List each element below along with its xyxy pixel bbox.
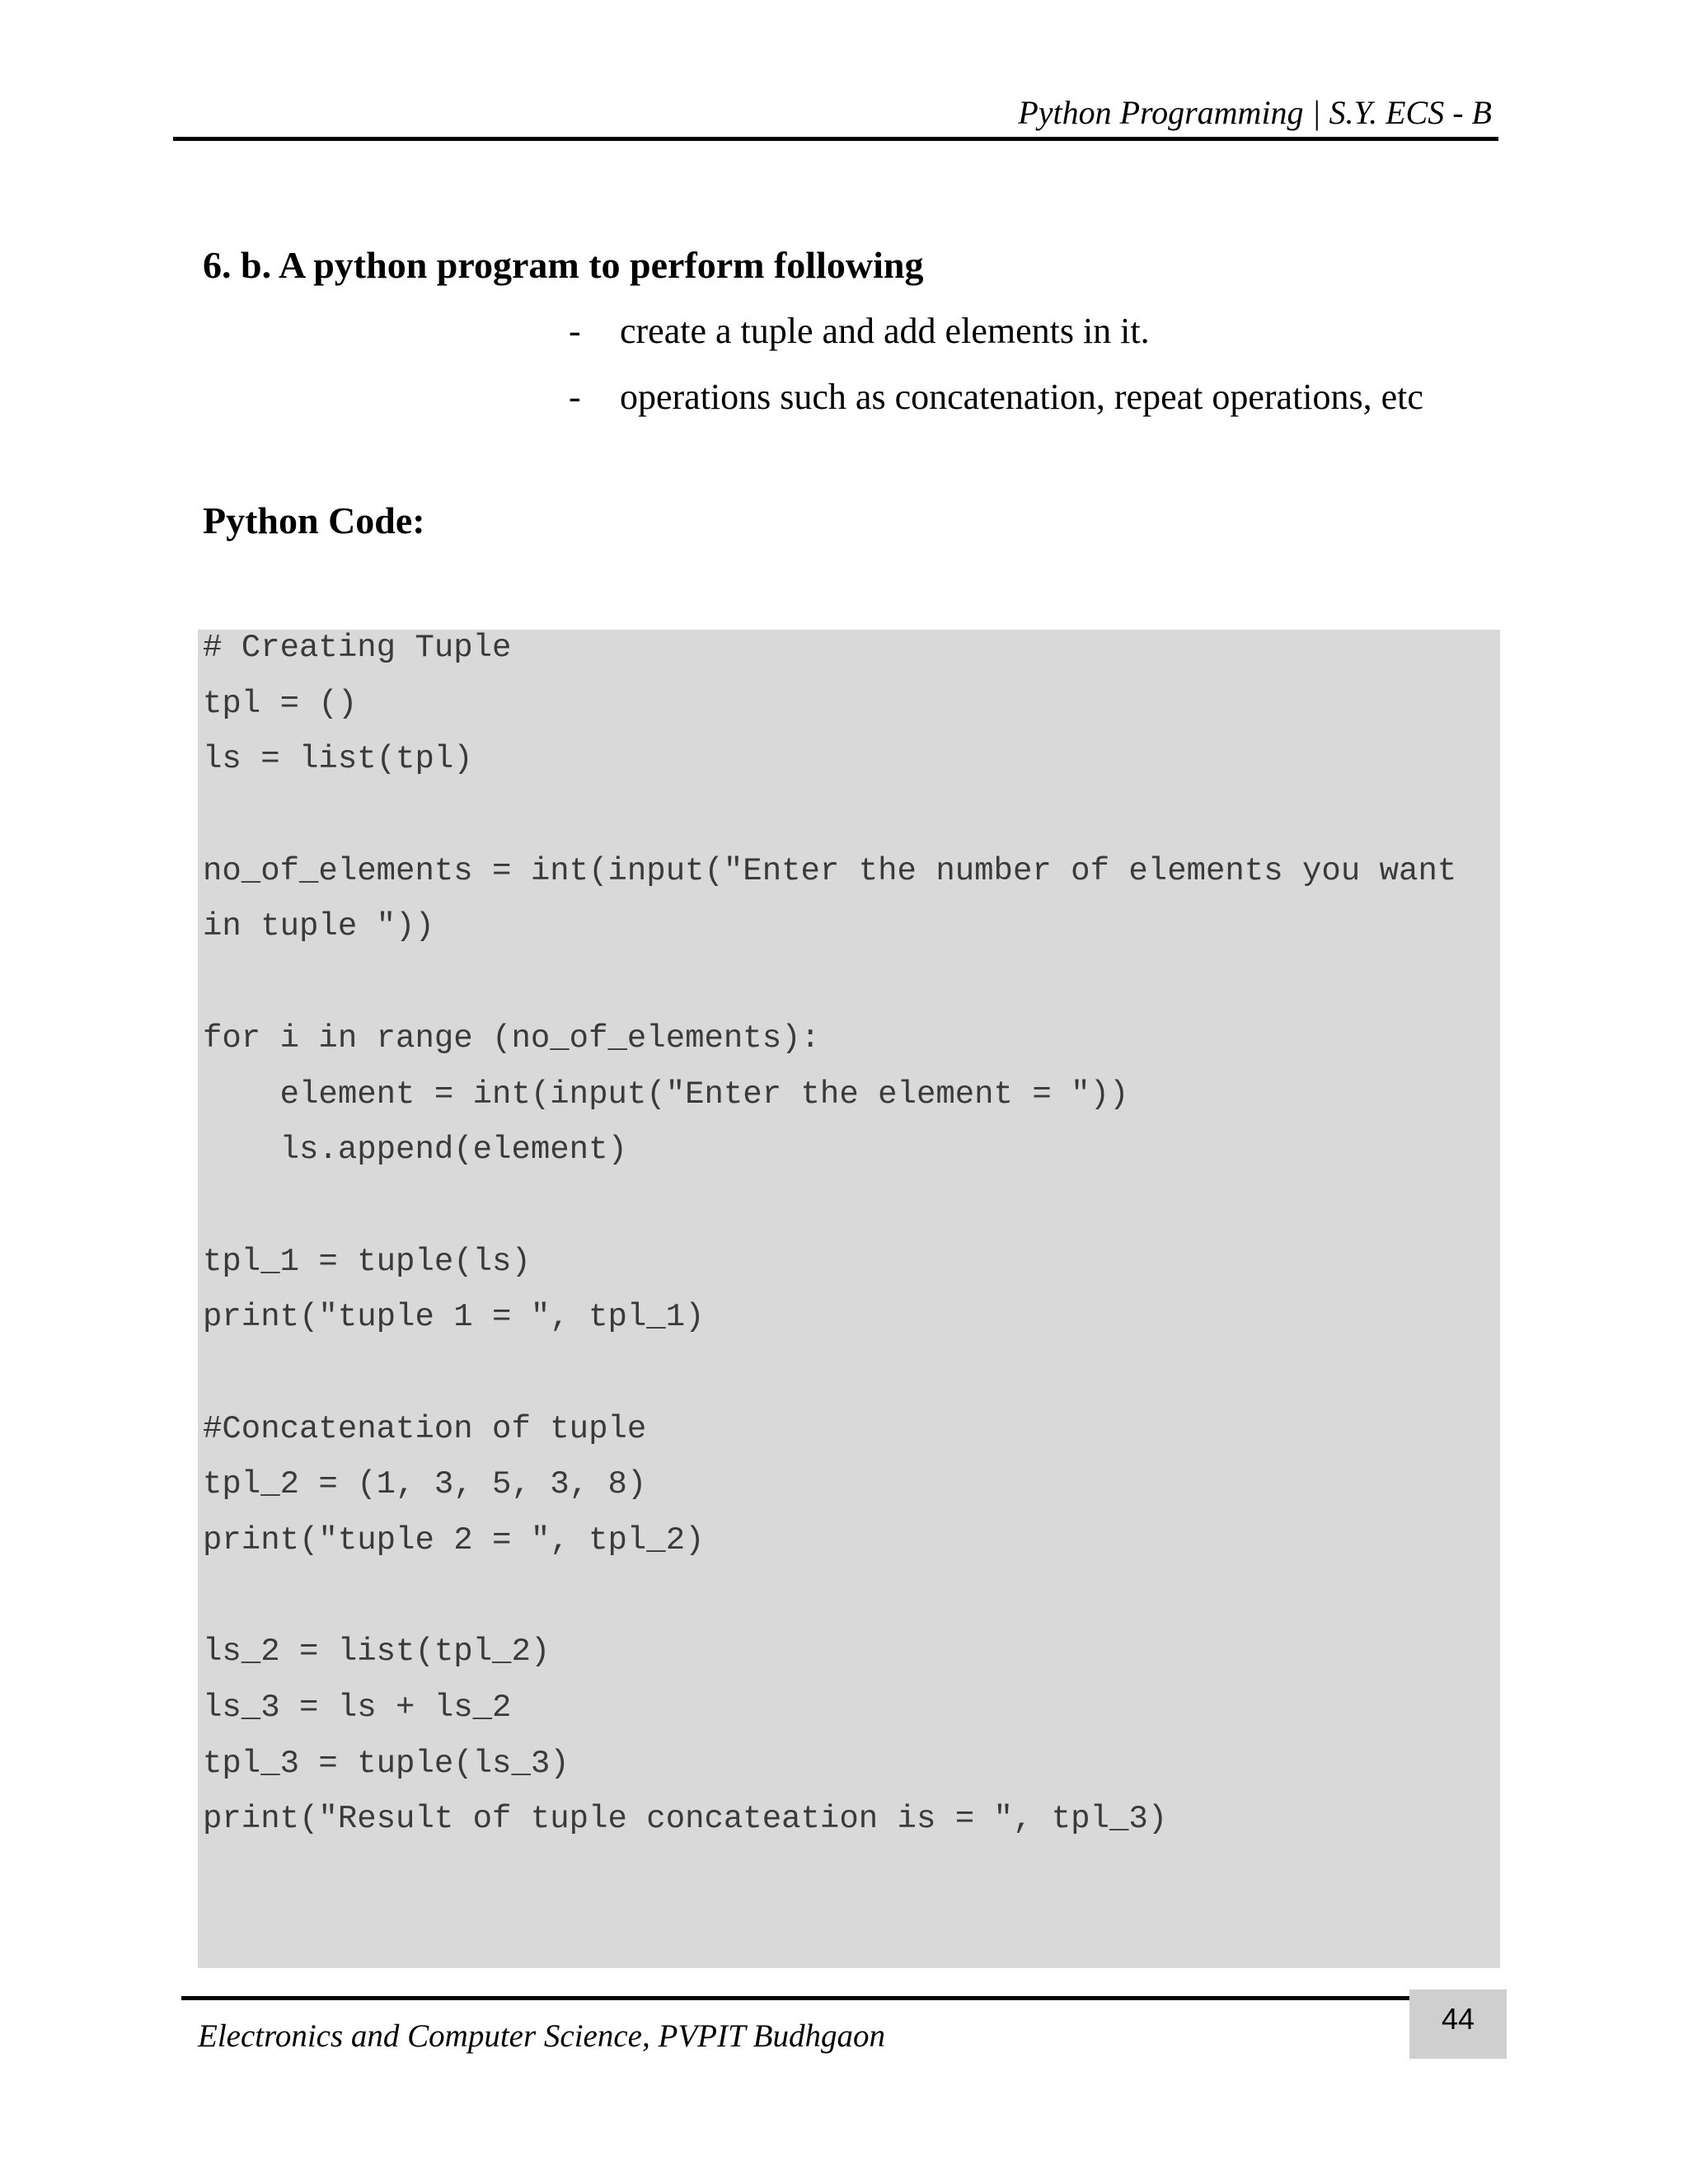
code-line: print("tuple 1 = ", tpl_1) (203, 1299, 705, 1336)
header-rule (173, 137, 1498, 141)
code-heading: Python Code: (203, 499, 425, 541)
code-line: tpl_2 = (1, 3, 5, 3, 8) (203, 1466, 647, 1503)
task-dash: - (569, 377, 581, 417)
code-line (203, 964, 1497, 1020)
task-text: operations such as concatenation, repeat operations, etc (620, 377, 1423, 417)
code-line: element = int(input("Enter the element = ")) (203, 1076, 1129, 1113)
question-title: 6. b. A python program to perform following (203, 244, 924, 286)
page-number-box (1409, 1990, 1507, 2059)
task-item (569, 308, 1423, 374)
code-line: #Concatenation of tuple (203, 1410, 647, 1447)
task-dash: - (569, 311, 581, 351)
code-line (203, 1355, 1497, 1411)
code-line: no_of_elements = int(input("Enter the number of elements you want (203, 852, 1457, 889)
footer-text: Electronics and Computer Science, PVPIT Budhgaon (198, 2018, 886, 2054)
code-line: in tuple ")) (203, 908, 434, 945)
code-line: for i in range (no_of_elements): (203, 1019, 820, 1057)
code-line: ls = list(tpl) (203, 741, 473, 778)
footer-rule (181, 1996, 1459, 2000)
code-block (203, 630, 1497, 1857)
code-line (203, 797, 1497, 853)
code-line: ls_2 = list(tpl_2) (203, 1633, 551, 1671)
code-line: tpl_1 = tuple(ls) (203, 1243, 531, 1280)
task-text: create a tuple and add elements in it. (620, 311, 1150, 351)
code-line (203, 1188, 1497, 1244)
header-text: Python Programming | S.Y. ECS - B (1018, 94, 1492, 131)
code-line: print("tuple 2 = ", tpl_2) (203, 1522, 705, 1558)
code-line: tpl_3 = tuple(ls_3) (203, 1745, 570, 1782)
code-line: ls_3 = ls + ls_2 (203, 1690, 512, 1727)
code-line: # Creating Tuple (203, 630, 512, 666)
task-list (569, 308, 1423, 440)
code-line: ls.append(element) (203, 1132, 627, 1169)
code-line: print("Result of tuple concateation is = ", tpl_3) (203, 1801, 1168, 1838)
code-line: tpl = () (203, 685, 358, 722)
page-number: 44 (1441, 2002, 1475, 2036)
task-item (569, 374, 1423, 440)
code-line (203, 1578, 1497, 1634)
